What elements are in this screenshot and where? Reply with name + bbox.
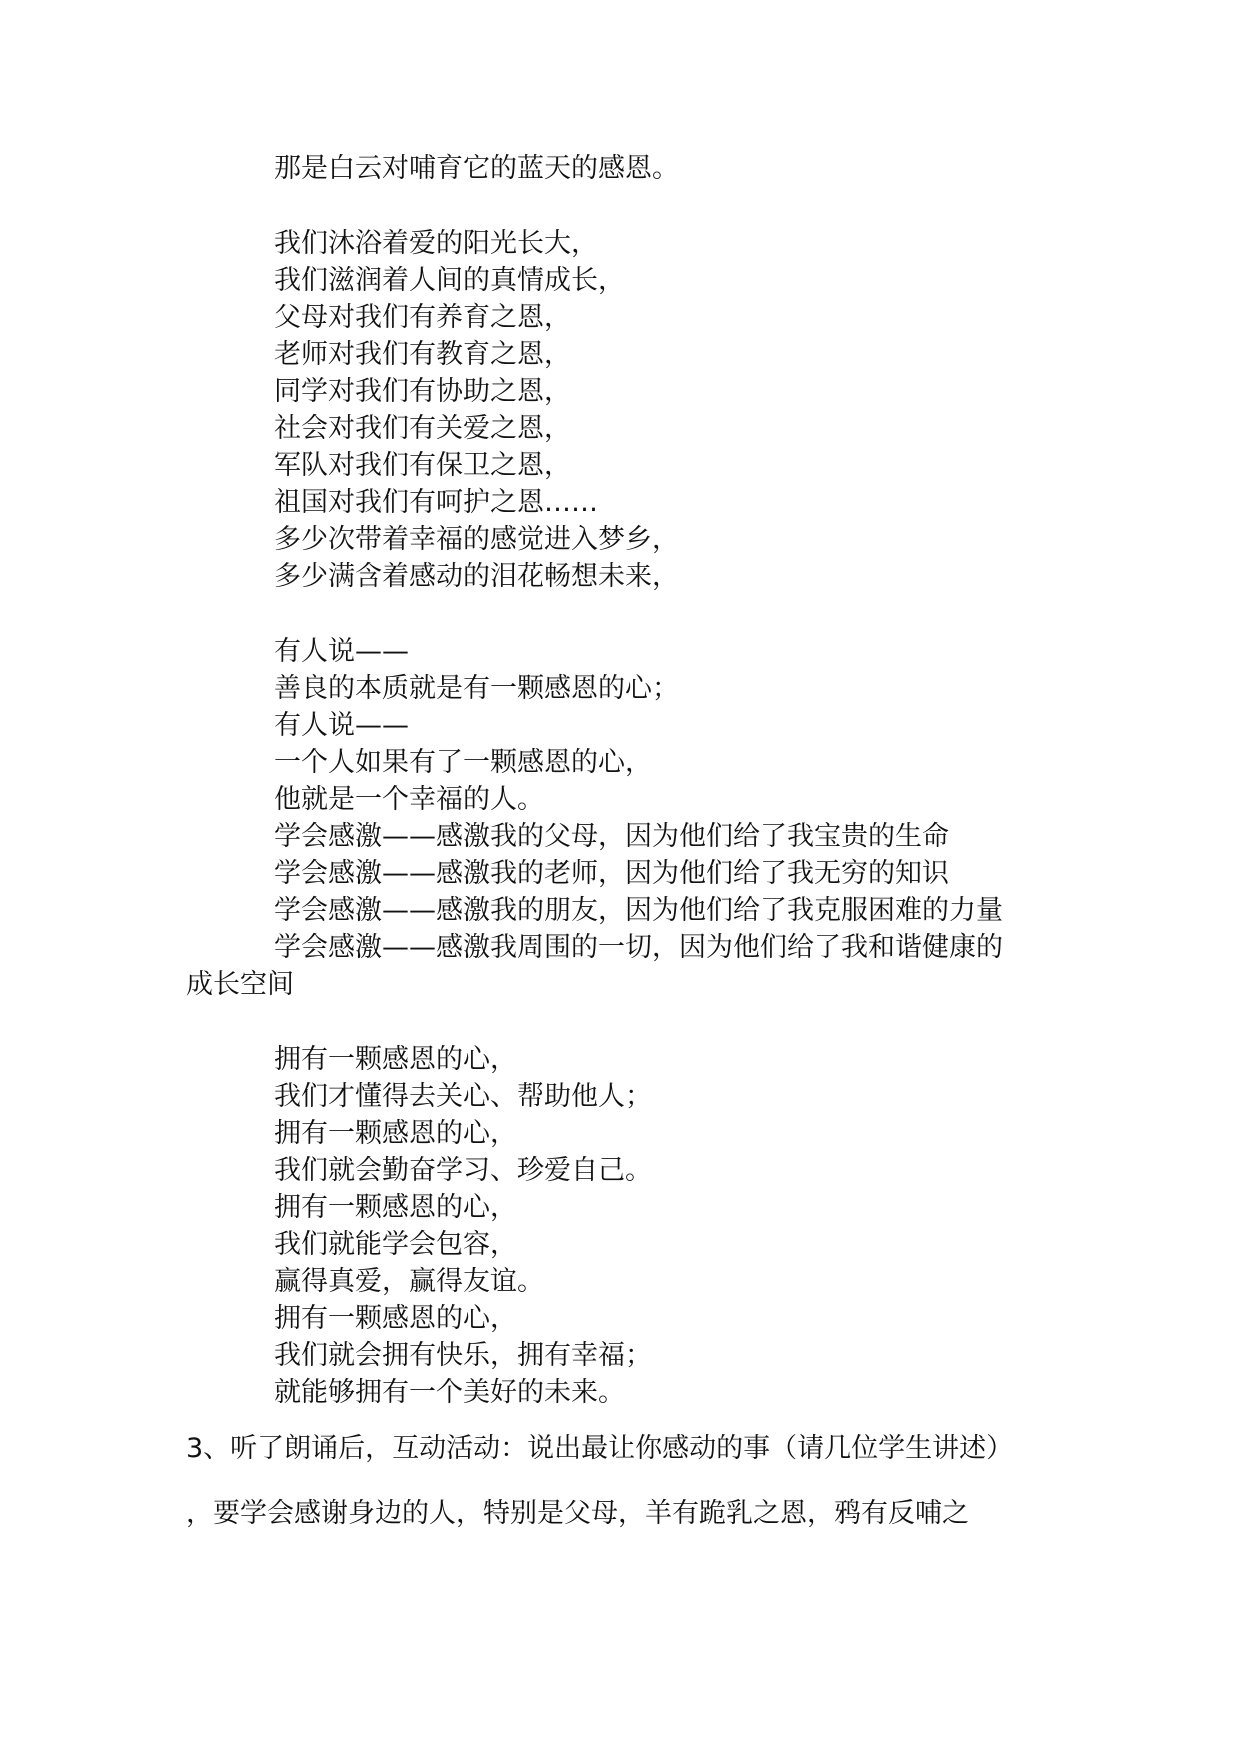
poem-line: 就能够拥有一个美好的未来。 <box>274 1377 625 1408</box>
poem-line: 拥有一颗感恩的心， <box>274 1303 517 1334</box>
poem-line: 军队对我们有保卫之恩， <box>274 450 571 481</box>
poem-line: 老师对我们有教育之恩， <box>274 339 571 370</box>
poem-line: 有人说—— <box>274 710 409 741</box>
poem-line: 拥有一颗感恩的心， <box>274 1044 517 1075</box>
poem-line: 我们沐浴着爱的阳光长大， <box>274 228 598 259</box>
activity-step: 3、听了朗诵后，互动活动：说出最让你感动的事（请几位学生讲述） <box>186 1433 1014 1464</box>
poem-line: 我们就会勤奋学习、珍爱自己。 <box>274 1155 652 1186</box>
poem-line: 学会感激——感激我的老师，因为他们给了我无穷的知识 <box>274 858 949 889</box>
poem-line: 同学对我们有协助之恩， <box>274 376 571 407</box>
poem-line: 一个人如果有了一颗感恩的心， <box>274 747 652 778</box>
poem-line: 我们才懂得去关心、帮助他人； <box>274 1081 652 1112</box>
poem-line: 多少满含着感动的泪花畅想未来， <box>274 561 679 592</box>
poem-line: 有人说—— <box>274 636 409 667</box>
poem-line: 善良的本质就是有一颗感恩的心； <box>274 673 679 704</box>
poem-line: 我们就能学会包容， <box>274 1229 517 1260</box>
activity-continuation: ，要学会感谢身边的人，特别是父母，羊有跪乳之恩，鸦有反哺之 <box>186 1498 969 1529</box>
poem-line: 学会感激——感激我周围的一切，因为他们给了我和谐健康的 <box>274 932 1003 963</box>
poem-line: 社会对我们有关爱之恩， <box>274 413 571 444</box>
poem-line: 祖国对我们有呵护之恩…… <box>274 487 598 518</box>
poem-line: 我们就会拥有快乐，拥有幸福； <box>274 1340 652 1371</box>
poem-line: 父母对我们有养育之恩， <box>274 302 571 333</box>
poem-line: 那是白云对哺育它的蓝天的感恩。 <box>274 153 679 184</box>
poem-line: 赢得真爱，赢得友谊。 <box>274 1266 544 1297</box>
poem-line: 成长空间 <box>186 969 294 1000</box>
poem-line: 他就是一个幸福的人。 <box>274 784 544 815</box>
poem-line: 拥有一颗感恩的心， <box>274 1192 517 1223</box>
poem-line: 学会感激——感激我的父母，因为他们给了我宝贵的生命 <box>274 821 949 852</box>
poem-line: 多少次带着幸福的感觉进入梦乡， <box>274 524 679 555</box>
poem-line: 拥有一颗感恩的心， <box>274 1118 517 1149</box>
poem-line: 学会感激——感激我的朋友，因为他们给了我克服困难的力量 <box>274 895 1003 926</box>
poem-line: 我们滋润着人间的真情成长， <box>274 265 625 296</box>
